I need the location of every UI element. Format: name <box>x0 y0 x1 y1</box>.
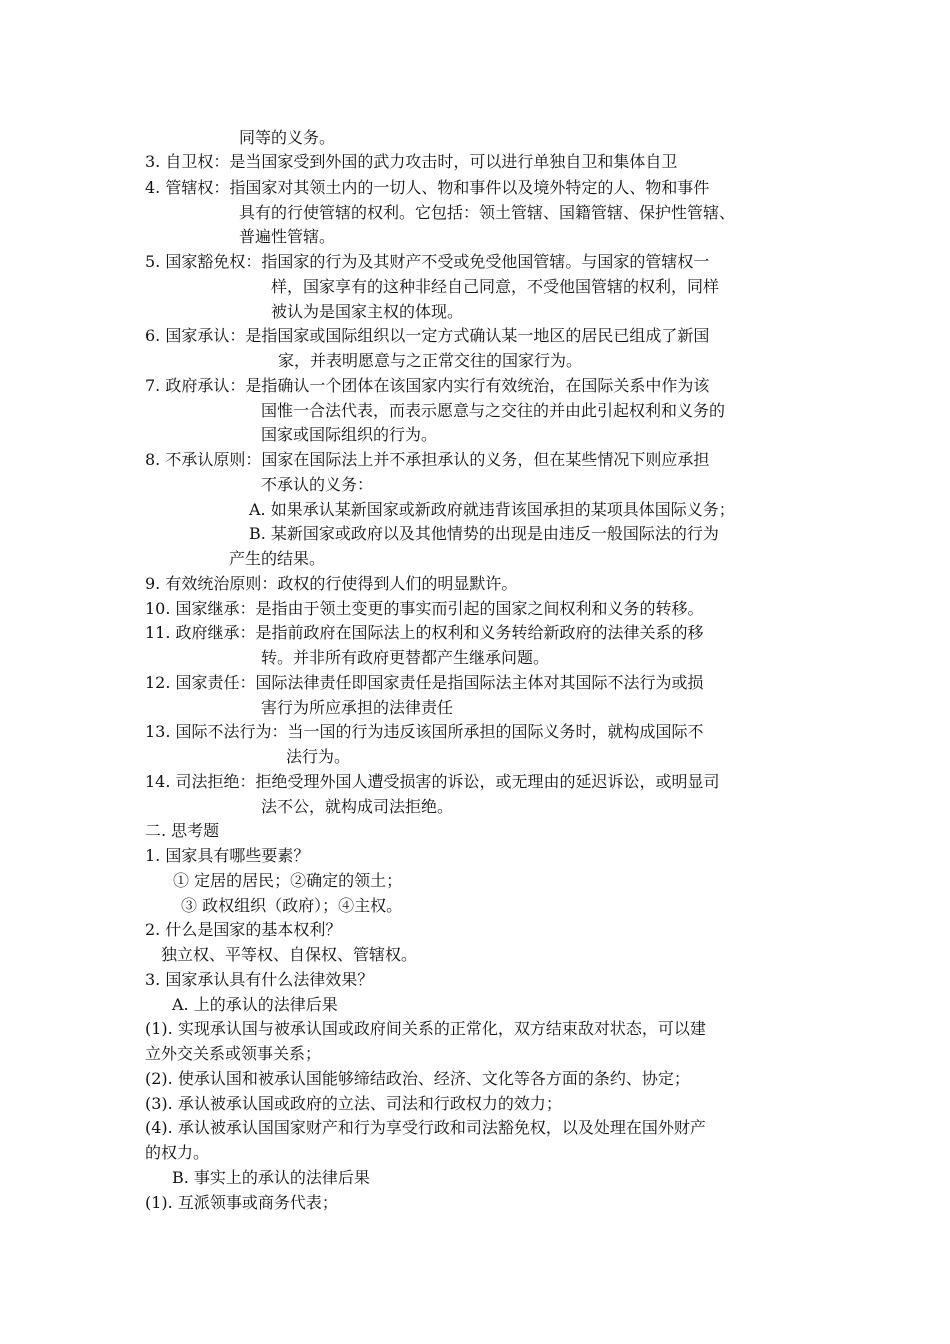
text-line: 样，国家享有的这种非经自己同意，不受他国管辖的权利，同样 <box>271 277 720 296</box>
text-line: 被认为是国家主权的体现。 <box>271 302 464 321</box>
answer-line: 的权力。 <box>145 1143 210 1162</box>
answer-line: 立外交关系或领事关系； <box>145 1044 322 1063</box>
answer-line: (1). 互派领事或商务代表； <box>145 1193 338 1212</box>
text-line: 13. 国际不法行为：当一国的行为违反该国所承担的国际义务时，就构成国际不 <box>145 722 704 741</box>
answer-line: A. 上的承认的法律后果 <box>172 995 338 1014</box>
answer-line: (1). 实现承认国与被承认国或政府间关系的正常化，双方结束敌对状态，可以建 <box>145 1019 706 1038</box>
text-line: 10. 国家继承：是指由于领土变更的事实而引起的国家之间权利和义务的转移。 <box>145 599 704 618</box>
text-line: 3. 自卫权：是当国家受到外国的武力攻击时，可以进行单独自卫和集体自卫 <box>145 152 678 171</box>
text-line: 普遍性管辖。 <box>239 227 336 246</box>
text-line: 6. 国家承认：是指国家或国际组织以一定方式确认某一地区的居民已组成了新国 <box>145 326 710 345</box>
text-line: 具有的行使管辖的权利。它包括：领土管辖、国籍管辖、保护性管辖、 <box>239 203 736 222</box>
text-line: 家，并表明愿意与之正常交往的国家行为。 <box>278 351 583 370</box>
text-line: 不承认的义务： <box>261 475 374 494</box>
text-line: 害行为所应承担的法律责任 <box>261 698 454 717</box>
question: 1. 国家具有哪些要素？ <box>145 846 310 865</box>
text-line: 法不公，就构成司法拒绝。 <box>261 797 454 816</box>
text-line: 转。并非所有政府更替都产生继承问题。 <box>261 648 550 667</box>
text-line: 14. 司法拒绝：拒绝受理外国人遭受损害的诉讼，或无理由的延迟诉讼，或明显司 <box>145 772 720 791</box>
text-line: 产生的结果。 <box>229 549 326 568</box>
question: 3. 国家承认具有什么法律效果？ <box>145 970 374 989</box>
text-line: 9. 有效统治原则：政权的行使得到人们的明显默许。 <box>145 574 518 593</box>
question: 2. 什么是国家的基本权利？ <box>145 920 342 939</box>
text-line: B. 某新国家或政府以及其他情势的出现是由违反一般国际法的行为 <box>249 524 719 543</box>
answer-line: ③ 政权组织（政府）；④主权。 <box>181 896 403 915</box>
answer-line: ① 定居的居民；②确定的领土； <box>173 871 403 890</box>
answer-line: (4). 承认被承认国国家财产和行为享受行政和司法豁免权，以及处理在国外财产 <box>145 1118 706 1137</box>
section-heading: 二. 思考题 <box>145 821 220 840</box>
text-line: 12. 国家责任：国际法律责任即国家责任是指国际法主体对其国际不法行为或损 <box>145 673 704 692</box>
text-line: A. 如果承认某新国家或新政府就违背该国承担的某项具体国际义务； <box>249 500 735 519</box>
text-line: 国家或国际组织的行为。 <box>261 425 438 444</box>
answer-line: (2). 使承认国和被承认国能够缔结政治、经济、文化等各方面的条约、协定； <box>145 1069 690 1088</box>
text-line: 4. 管辖权：指国家对其领土内的一切人、物和事件以及境外特定的人、物和事件 <box>145 178 710 197</box>
answer-line: 独立权、平等权、自保权、管辖权。 <box>161 945 418 964</box>
text-line: 11. 政府继承：是指前政府在国际法上的权利和义务转给新政府的法律关系的移 <box>145 623 704 642</box>
text-line: 7. 政府承认：是指确认一个团体在该国家内实行有效统治，在国际关系中作为该 <box>145 376 710 395</box>
answer-line: B. 事实上的承认的法律后果 <box>172 1168 370 1187</box>
answer-line: (3). 承认被承认国或政府的立法、司法和行政权力的效力； <box>145 1094 562 1113</box>
text-line: 国惟一合法代表，而表示愿意与之交往的并由此引起权利和义务的 <box>261 401 726 420</box>
text-line: 5. 国家豁免权：指国家的行为及其财产不受或免受他国管辖。与国家的管辖权一 <box>145 252 710 271</box>
text-line: 8. 不承认原则：国家在国际法上并不承担承认的义务，但在某些情况下则应承担 <box>145 450 710 469</box>
text-line: 法行为。 <box>286 747 351 766</box>
text-line: 同等的义务。 <box>239 128 336 147</box>
